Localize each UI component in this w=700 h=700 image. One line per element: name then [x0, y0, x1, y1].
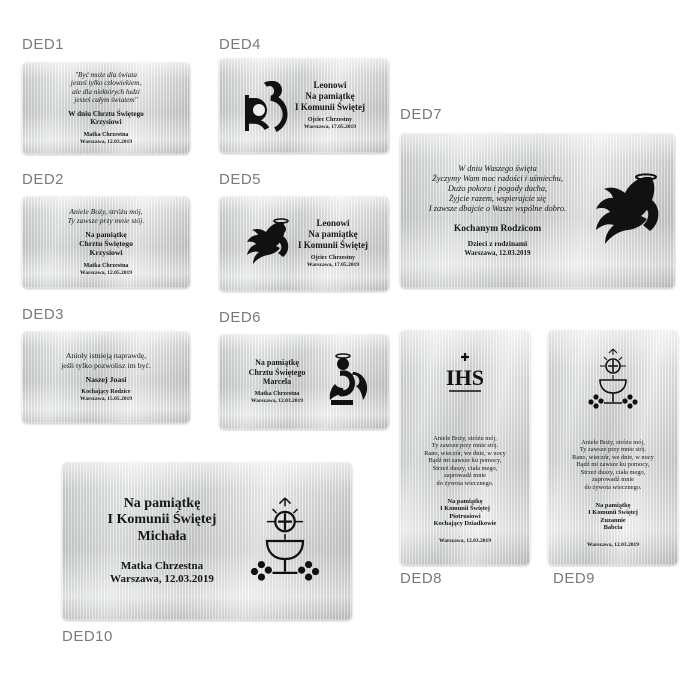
- plaque-name: Leonowi: [313, 80, 347, 91]
- plaque-headline: Na pamiątkę: [447, 497, 483, 505]
- caption-ded4: DED4: [219, 36, 262, 53]
- plaque-place-date: Warszawa, 12.03.2019: [80, 138, 132, 145]
- plaque-name: Zuzannie: [600, 516, 626, 524]
- plaque-text-line: jesteś tylko człowiekiem,: [70, 79, 142, 88]
- plaque-text-line: Anioły istnieją naprawdę,: [65, 351, 147, 361]
- plaque-ded3: [22, 331, 190, 423]
- plaque-text-line: Aniele Boży, stróżu mój,: [69, 206, 143, 216]
- chalice-with-grapes-icon: [242, 493, 328, 589]
- plaque-ded9: [548, 330, 678, 565]
- plaque-text-line: Strzeż duszy, ciała mego,: [580, 468, 646, 476]
- plaque-headline: Na pamiątkę: [123, 495, 201, 511]
- plaque-signature: Ojciec Chrzestny: [310, 255, 356, 262]
- plaque-ded7: [400, 133, 675, 288]
- plaque-text-line: Życzymy Wam moc radości i uśmiechu,: [432, 173, 563, 183]
- plaque-place-date: Warszawa, 12.05.2019: [80, 269, 132, 276]
- plaque-headline: I Komunii Świętej: [294, 101, 365, 112]
- plaque-text-line: Aniele Boży, stróżu mój,: [433, 434, 497, 442]
- plaque-text-line: jeśli tylko pozwolisz im być.: [61, 360, 151, 370]
- plaque-ded1: [22, 62, 190, 154]
- plaque-place-date: Warszawa, 12.03.2019: [464, 248, 531, 257]
- plaque-text-line: W dniu Waszego święta: [458, 164, 537, 174]
- caption-ded3: DED3: [22, 306, 65, 323]
- plaque-ded10: [62, 462, 352, 620]
- plaque-ded2: [22, 196, 190, 288]
- plaque-text-line: Bądź mi zawsze ku pomocy,: [576, 461, 650, 469]
- plaque-headline: I Komunii Świętej: [440, 505, 490, 513]
- plaque-headline: Na pamiątkę: [308, 228, 358, 239]
- plaque-signature: Matka Chrzestna: [120, 560, 204, 573]
- caption-ded5: DED5: [219, 171, 262, 188]
- plaque-headline: I Komunii Świętej: [297, 239, 368, 250]
- caption-ded1: DED1: [22, 36, 65, 53]
- plaque-name: Leonowi: [316, 218, 350, 229]
- plaque-ded8: [400, 330, 530, 565]
- plaque-name: Piotrusiowi: [449, 512, 481, 520]
- plaque-signature: Dzieci z rodzinami: [467, 238, 528, 248]
- plaque-text-line: Dużo pokoru i pogody ducha,: [447, 183, 548, 193]
- plaque-ded4: [219, 58, 389, 153]
- plaque-place-date: Warszawa, 17.05.2019: [304, 124, 356, 131]
- plaque-text-line: Strzeż duszy, ciała mego,: [432, 464, 498, 472]
- plaque-place-date: Warszawa, 12.03.2019: [110, 573, 214, 586]
- flying-angel-icon: [240, 216, 294, 272]
- plaque-headline: Na pamiątkę: [305, 90, 355, 101]
- flying-angel-icon: [587, 167, 663, 253]
- plaque-signature: Matka Chrzestna: [83, 262, 129, 269]
- plaque-ded6: [219, 334, 389, 429]
- plaque-name: Naszej Joasi: [85, 374, 127, 384]
- caption-ded7: DED7: [400, 106, 443, 123]
- chalice-with-grapes-icon: [556, 347, 670, 413]
- plaque-headline: I Komunii Świętej: [588, 509, 638, 517]
- plaque-headline: Kochanym Rodzicom: [453, 223, 542, 234]
- plaque-signature: Babcia: [603, 524, 623, 532]
- plaque-place-date: Warszawa, 17.05.2019: [307, 262, 359, 269]
- plaque-place-date: Warszawa, 15.05.2019: [80, 396, 132, 403]
- plaque-name: Krzysiowi: [90, 118, 122, 127]
- caption-ded6: DED6: [219, 309, 262, 326]
- plaque-text-line: Żyjcie razem, wspierajcie się: [448, 193, 547, 203]
- plaque-signature: Matka Chrzestna: [83, 131, 129, 138]
- plaque-text-line: "Być może dla świata: [75, 70, 137, 79]
- plaque-text-line: Ty zawsze przy mnie stój.: [67, 215, 145, 225]
- plaque-text-line: ale dla niektórych ludzi: [72, 87, 140, 96]
- caption-ded9: DED9: [553, 570, 596, 587]
- plaque-text-line: Ty zawsze przy mnie stój.: [579, 446, 647, 454]
- plaque-headline: Na pamiątkę: [595, 501, 631, 509]
- caption-ded10: DED10: [62, 628, 113, 645]
- madonna-and-child-icon: [243, 77, 291, 135]
- plaque-text-line: zaprowadź mnie: [443, 472, 487, 480]
- plaque-headline: I Komunii Świętej: [107, 512, 217, 528]
- plaque-place-date: Warszawa, 12.03.2019: [587, 541, 639, 548]
- caption-ded8: DED8: [400, 570, 443, 587]
- plaque-text-line: zaprowadź mnie: [591, 476, 635, 484]
- plaque-signature: Kochający Dziadkowie: [433, 520, 497, 528]
- plaque-text-line: Ty zawsze przy mnie stój.: [431, 442, 499, 450]
- plaque-headline: W dniu Chrztu Świętego: [68, 109, 144, 118]
- plaque-text-line: I zawsze dbajcie o Wasze wspólne dobro.: [428, 203, 567, 213]
- plaque-place-date: Warszawa, 12.03.2019: [251, 398, 303, 405]
- plaque-headline: Na pamiątkę: [255, 358, 299, 368]
- plaque-name: Marcela: [262, 376, 292, 386]
- caption-ded2: DED2: [22, 171, 65, 188]
- plaque-headline: Chrztu Świętego: [79, 238, 133, 248]
- plaque-text-line: jesteś całym światem": [74, 96, 138, 105]
- plaque-text-line: do żywota wiecznego.: [436, 480, 494, 488]
- plaque-text-line: do żywota wiecznego.: [584, 484, 642, 492]
- plaque-text-line: Rano, wieczór, we dnie, w nocy: [572, 453, 654, 461]
- plaque-text-line: Rano, wieczór, we dnie, w nocy: [424, 449, 506, 457]
- plaque-signature: Matka Chrzestna: [254, 391, 300, 398]
- kneeling-angel-icon: [323, 352, 373, 412]
- plaque-signature: Kochający Rodzice: [81, 389, 131, 395]
- plaque-name: Krzysiowi: [89, 247, 123, 257]
- plaque-headline: Na pamiątkę: [85, 229, 127, 239]
- plaque-headline: Chrztu Świętego: [248, 367, 306, 377]
- plaque-place-date: Warszawa, 12.03.2019: [439, 537, 491, 544]
- ihs-monogram-icon: [408, 351, 522, 397]
- plaque-text-line: Aniele Boży, stróżu mój,: [581, 438, 645, 446]
- plaque-ded5: [219, 196, 389, 291]
- plaque-text-line: Bądź mi zawsze ku pomocy,: [428, 457, 502, 465]
- plaque-name: Michała: [137, 528, 187, 544]
- svg-text:IHS: IHS: [446, 364, 484, 390]
- plaque-signature: Ojciec Chrzestny: [307, 117, 353, 124]
